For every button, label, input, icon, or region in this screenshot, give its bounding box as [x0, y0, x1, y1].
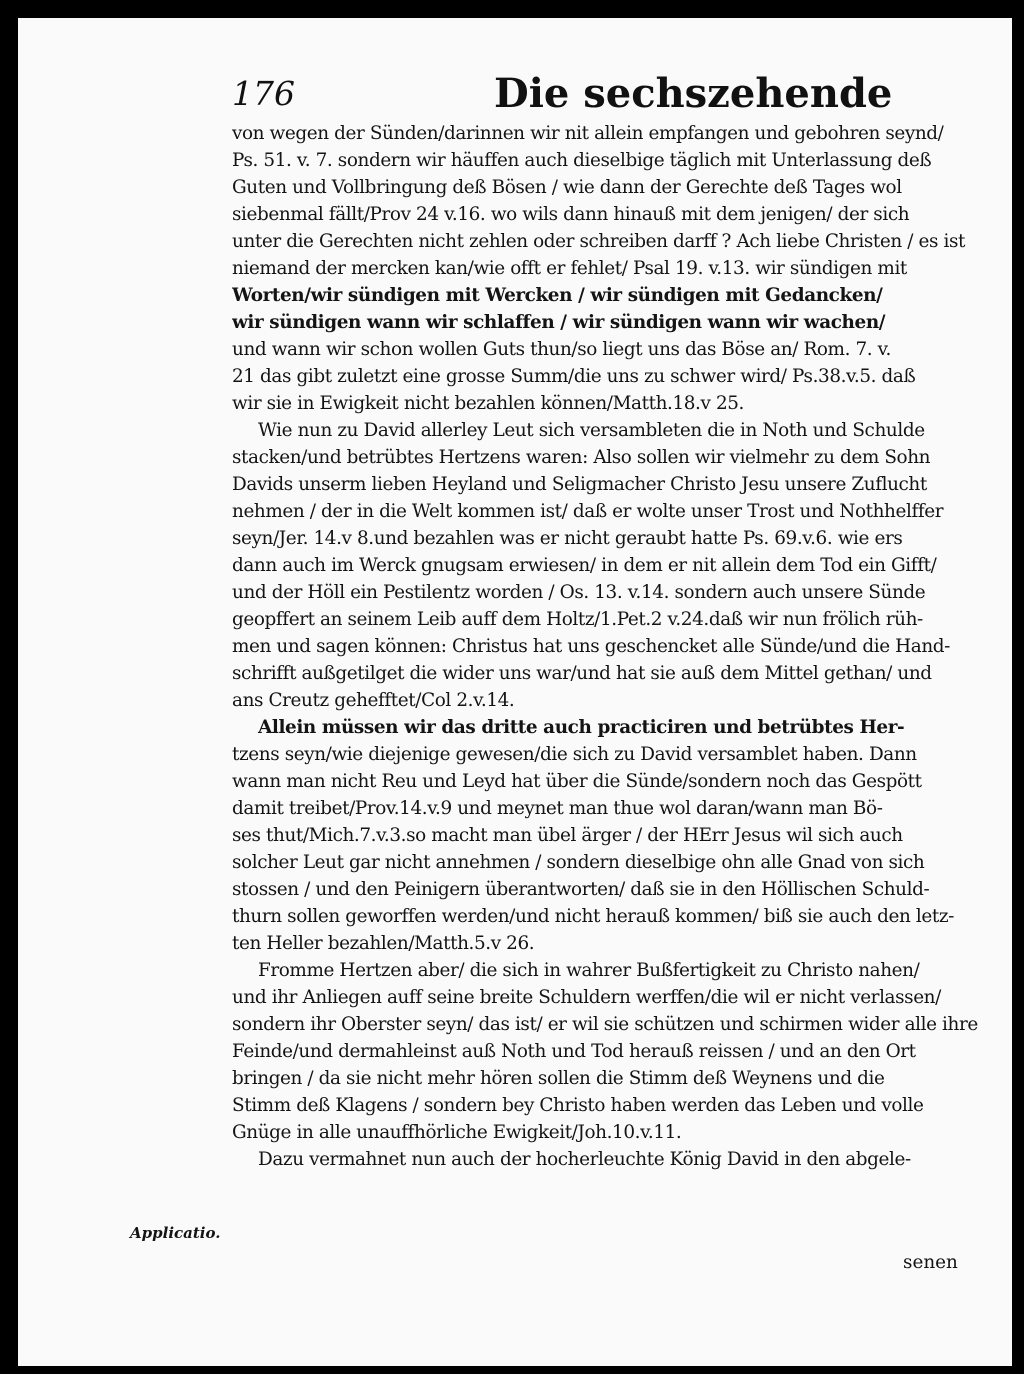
text-line: men und sagen können: Christus hat uns geschencket alle Sünde/und die Hand- — [232, 636, 950, 657]
text-line: wir sündigen wann wir schlaffen / wir sündigen wann wir wachen/ — [232, 312, 886, 333]
text-line: Worten/wir sündigen mit Wercken / wir sündigen mit Gedancken/ — [232, 285, 883, 306]
running-heading: Die sechszehende — [494, 70, 893, 117]
text-line: und der Höll ein Pestilentz worden / Os. 13. v.14. sondern auch unsere Sünde — [232, 582, 926, 603]
text-line: stossen / und den Peinigern überantworten/ daß sie in den Höllischen Schuld- — [232, 879, 930, 900]
text-line: ten Heller bezahlen/Matth.5.v 26. — [232, 933, 535, 954]
text-line: bringen / da sie nicht mehr hören sollen die Stimm deß Weynens und die — [232, 1068, 885, 1089]
text-line: niemand der mercken kan/wie offt er fehlet/ Psal 19. v.13. wir sündigen mit — [232, 258, 907, 279]
text-line: ses thut/Mich.7.v.3.so macht man übel ärger / der HErr Jesus wil sich auch — [232, 825, 903, 846]
text-line: Ps. 51. v. 7. sondern wir häuffen auch dieselbige täglich mit Unterlassung deß — [232, 150, 932, 171]
text-line: Davids unserm lieben Heyland und Seligmacher Christo Jesu unsere Zuflucht — [232, 474, 927, 495]
text-line: nehmen / der in die Welt kommen ist/ daß er wolte unser Trost und Nothhelffer — [232, 501, 944, 522]
text-line: thurn sollen geworffen werden/und nicht herauß kommen/ biß sie auch den letz- — [232, 906, 954, 927]
text-line: Stimm deß Klagens / sondern bey Christo haben werden das Leben und volle — [232, 1095, 924, 1116]
paragraph-start-line: Fromme Hertzen aber/ die sich in wahrer Bußfertigkeit zu Christo nahen/ — [258, 960, 920, 981]
text-line: Gnüge in alle unauffhörliche Ewigkeit/Joh.10.v.11. — [232, 1122, 682, 1143]
text-line: schrifft außgetilget die wider uns war/und hat sie auß dem Mittel gethan/ und — [232, 663, 932, 684]
text-line: solcher Leut gar nicht annehmen / sondern dieselbige ohn alle Gnad von sich — [232, 852, 925, 873]
page-number: 176 — [232, 74, 295, 113]
text-line: wann man nicht Reu und Leyd hat über die Sünde/sondern noch das Gespött — [232, 771, 922, 792]
text-line: Feinde/und dermahleinst auß Noth und Tod herauß reissen / und an den Ort — [232, 1041, 916, 1062]
margin-note: Applicatio. — [130, 1224, 221, 1242]
catchword: senen — [903, 1252, 958, 1273]
text-line: seyn/Jer. 14.v 8.und bezahlen was er nicht geraubt hatte Ps. 69.v.6. wie ers — [232, 528, 903, 549]
text-line: 21 das gibt zuletzt eine grosse Summ/die uns zu schwer wird/ Ps.38.v.5. daß — [232, 366, 916, 387]
text-line: sondern ihr Oberster seyn/ das ist/ er wil sie schützen und schirmen wider alle ihre — [232, 1014, 978, 1035]
scan-edge — [1012, 0, 1024, 1374]
text-line: stacken/und betrübtes Hertzens waren: Also sollen wir vielmehr zu dem Sohn — [232, 447, 931, 468]
text-line: tzens seyn/wie diejenige gewesen/die sich zu David versamblet haben. Dann — [232, 744, 917, 765]
text-line: geopffert an seinem Leib auff dem Holtz/1.Pet.2 v.24.daß wir nun frölich rüh- — [232, 609, 923, 630]
text-line: siebenmal fällt/Prov 24 v.16. wo wils dann hinauß mit dem jenigen/ der sich — [232, 204, 910, 225]
text-line: wir sie in Ewigkeit nicht bezahlen können/Matth.18.v 25. — [232, 393, 744, 414]
text-line: Guten und Vollbringung deß Bösen / wie dann der Gerechte deß Tages wol — [232, 177, 902, 198]
paragraph-start-line: Wie nun zu David allerley Leut sich versambleten die in Noth und Schulde — [258, 420, 925, 441]
paragraph-start-line: Dazu vermahnet nun auch der hocherleuchte König David in den abgele- — [258, 1149, 911, 1170]
body-text — [232, 120, 1022, 1173]
text-line: und ihr Anliegen auff seine breite Schuldern werffen/die wil er nicht verlassen/ — [232, 987, 941, 1008]
text-line: dann auch im Werck gnugsam erwiesen/ in dem er nit allein dem Tod ein Gifft/ — [232, 555, 937, 576]
text-line: von wegen der Sünden/darinnen wir nit allein empfangen und gebohren seynd/ — [232, 123, 944, 144]
text-line: damit treibet/Prov.14.v.9 und meynet man thue wol daran/wann man Bö- — [232, 798, 883, 819]
paragraph-start-line: Allein müssen wir das dritte auch practiciren und betrübtes Her- — [258, 717, 905, 738]
text-line: und wann wir schon wollen Guts thun/so liegt uns das Böse an/ Rom. 7. v. — [232, 339, 891, 360]
text-line: unter die Gerechten nicht zehlen oder schreiben darff ? Ach liebe Christen / es ist — [232, 231, 965, 252]
text-line: ans Creutz gehefftet/Col 2.v.14. — [232, 690, 515, 711]
